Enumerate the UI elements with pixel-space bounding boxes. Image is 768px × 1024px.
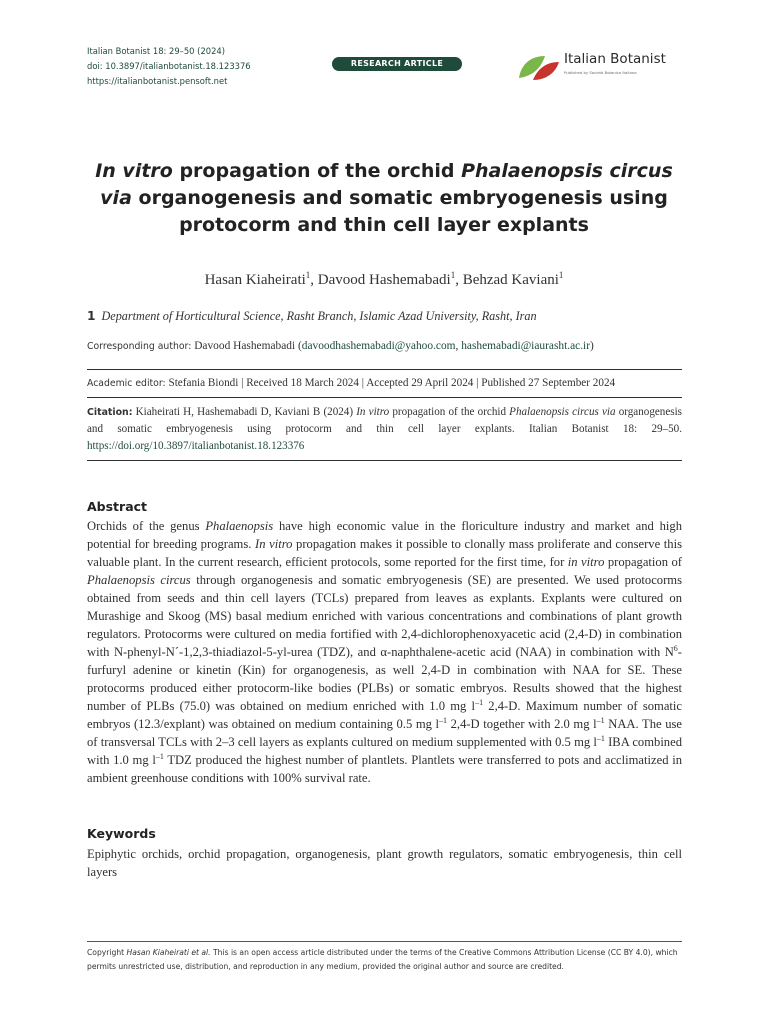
copyright-footer [87, 946, 682, 974]
keywords-text: Epiphytic orchids, orchid propagation, organogenesis, plant growth regulators, somatic embryogenesis, thin cell layers [87, 847, 682, 879]
abstract-superscript: –1 [596, 733, 605, 743]
footer-text-1: Copyright [87, 948, 127, 957]
abstract-text: TDZ produced the highest number of plantlets. Plantlets were transferred to pots and acclimatized in ambient greenhouse conditions with 100% survival rate. [87, 753, 682, 785]
doi-link[interactable]: doi: 10.3897/italianbotanist.18.123376 [87, 61, 251, 71]
title-text-2: organogenesis and somatic embryogenesis using [131, 187, 668, 209]
affiliation-text: Department of Horticultural Science, Rasht Branch, Islamic Azad University, Rasht, Iran [101, 309, 537, 323]
journal-logo[interactable] [517, 50, 687, 82]
citation-text-3: organogenesis and somatic embryogenesis using protocorm and thin cell layer explants. Italian Botanist 18: 29–50. [87, 406, 682, 435]
editorial-info [87, 377, 615, 389]
journal-url-link[interactable]: https://italianbotanist.pensoft.net [87, 76, 228, 86]
divider [87, 397, 682, 398]
abstract-superscript: –1 [475, 697, 484, 707]
abstract-text: 2,4-D. Maximum number of somatic embryos (12.3/explant) was obtained on medium containing 0.5 mg l [87, 699, 683, 731]
journal-citation-line: Italian Botanist 18: 29–50 (2024) [87, 46, 226, 56]
abstract-text: propagation makes it possible to clonally mass proliferate and conserve this valuable plant. In the current research, efficient protocols, some reported for the first time, for [87, 537, 682, 569]
affiliation-number: 1 [87, 309, 96, 323]
corresponding-label: Corresponding author: [87, 341, 192, 352]
citation-doi-link[interactable]: https://doi.org/10.3897/italianbotanist.18.123376 [87, 440, 305, 452]
author-name[interactable]: Behzad Kaviani [462, 272, 559, 288]
author-list: Hasan Kiaheirati$^1$, Davood Hashemabadi$^1$, Behzad Kaviani$^1$ [204, 270, 564, 288]
abstract-body [87, 517, 682, 787]
abstract-italic: Phalaenopsis circus [87, 573, 191, 587]
footer-divider [87, 941, 682, 942]
title-text-3: protocorm and thin cell layer explants [179, 214, 589, 236]
abstract-superscript: –1 [439, 715, 448, 725]
article-type-badge: RESEARCH ARTICLE [332, 57, 462, 71]
journal-meta [87, 44, 251, 89]
author-affiliation-mark: 1 [305, 270, 311, 280]
abstract-text: IBA combined with 1.0 mg l [87, 735, 682, 767]
editorial-dates: Stefania Biondi | Received 18 March 2024 | Accepted 29 April 2024 | Published 27 September 2024 [168, 377, 616, 389]
footer-text-2: This is an open access article distributed under the terms of the Creative Commons Attribution License (CC BY 4.0), which permits unrestricted use, distribution, and reproduction in any medium, provided the original author and source are credited. [87, 948, 678, 971]
editor-label: Academic editor: [87, 378, 166, 389]
abstract-superscript: –1 [155, 751, 164, 761]
affiliation [87, 309, 537, 324]
citation-italic-1: In vitro [356, 406, 390, 418]
logo-tagline: Published by Società Botanica Italiana [564, 70, 637, 75]
citation-italic-2: Phalaenopsis circus via [509, 406, 616, 418]
divider [87, 460, 682, 461]
corresponding-author [87, 340, 594, 352]
citation-block [87, 404, 682, 455]
citation-label: Citation: [87, 407, 133, 418]
corresponding-close: ) [590, 340, 594, 352]
author-name[interactable]: Davood Hashemabadi [317, 272, 451, 288]
abstract-text: -furfuryl adenine or kinetin (Kin) for organogenesis, as well 2,4-D in combination with NAA for SE. These protocorms produced either protocorm-like bodies (PLBs) or somatic embryos. Results showed that the highest number of PLBs (75.0) was obtained on medium enriched with 1.0 mg l [87, 645, 682, 713]
email-separator: , [455, 340, 462, 352]
leaf-logo-icon [517, 50, 561, 82]
author-affiliation-mark: 1 [558, 270, 564, 280]
author-affiliation-mark: 1 [450, 270, 456, 280]
title-italic-via: via [100, 187, 132, 209]
article-title [85, 158, 683, 239]
footer-italic: Hasan Kiaheirati et al. [126, 948, 211, 957]
author-name[interactable]: Hasan Kiaheirati [204, 272, 306, 288]
abstract-text: have high economic value in the floriculture industry and market and high potential for breeding programs. [87, 519, 682, 551]
citation-text-1: Kiaheirati H, Hashemabadi D, Kaviani B (2024) [135, 406, 357, 418]
email-link-1[interactable]: davoodhashemabadi@yahoo.com [301, 340, 456, 352]
abstract-italic: Phalaenopsis [205, 519, 274, 533]
abstract-superscript: 6 [673, 643, 678, 653]
keywords-heading: Keywords [87, 826, 156, 841]
abstract-italic: in vitro [567, 555, 605, 569]
abstract-text: propagation of [604, 555, 682, 569]
abstract-text: 2,4-D together with 2.0 mg l [447, 717, 597, 731]
logo-name: Italian Botanist [564, 51, 666, 67]
title-italic-in-vitro: In vitro [95, 160, 173, 182]
corresponding-name: Davood Hashemabadi ( [194, 340, 302, 352]
abstract-text: Orchids of the genus [87, 519, 206, 533]
divider [87, 369, 682, 370]
title-text-1: propagation of the orchid [172, 160, 462, 182]
abstract-superscript: –1 [596, 715, 605, 725]
abstract-heading: Abstract [87, 499, 148, 514]
abstract-text: through organogenesis and somatic embryogenesis (SE) are presented. We used protocorms obtained from seeds and thin cell layers (TCLs) prepared from leaves as explants. Explants were cultured on Murashige and Skoog (MS) basal medium enriched with various concentrations and combinations of plant growth regulators. Protocorms were cultured on media fortified with 2,4-dichlorophenoxyacetic acid (2,4-D) in combination with N-phenyl-N´-1,2,3-thiadiazol-5-yl-urea (TDZ), and α-naphthalene-acetic acid (NAA) in combination with N [87, 573, 682, 659]
citation-text-2: propagation of the orchid [389, 406, 510, 418]
email-link-2[interactable]: hashemabadi@iaurasht.ac.ir [461, 340, 591, 352]
abstract-italic: In vitro [255, 537, 293, 551]
abstract-text: NAA. The use of transversal TCLs with 2–3 cell layers as explants cultured on medium supplemented with 0.5 mg l [87, 717, 682, 749]
title-italic-species: Phalaenopsis circus [461, 160, 673, 182]
